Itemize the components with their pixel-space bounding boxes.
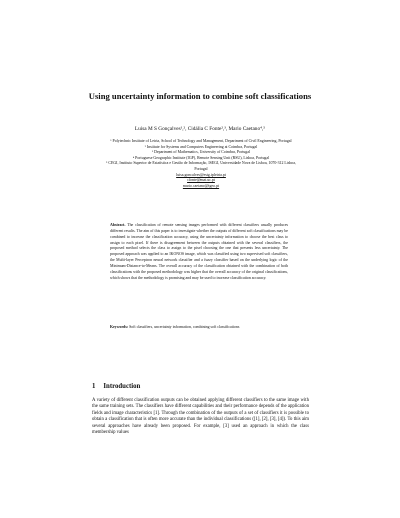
affiliation-1: ¹ Polytechnic Institute of Leiria, School of Technology and Management, Department of Civil Engineering, Portugal [110,139,292,143]
affiliation-block [106,139,296,189]
introduction-paragraph: A variety of different classification outputs can be obtained applying different classifiers to the same image with the same training sets. The classifiers have different capabilities and their performance depends of the application fields and image characteristics [1]. Through the combination of the outputs of a set of classifiers it is possible to obtain a classification that is often more accurate than the individual classifications ([1], [2], [3], [4]). To this aim several approaches have already been proposed. For example, [3] used an approach in which the class membership values [92,398,309,436]
section-title: Introduction [103,383,141,390]
section-heading [92,382,312,391]
affiliation-5: ⁵ CEGI, Instituto Superior de Estatística e Gestão de Informação, ISEGI, Universidade Nova de Lisboa, 1070-312 Lisboa, Portugal [106,161,296,171]
email-link-2[interactable]: cfonte@mat.uc.pt [187,178,215,183]
email-link-3[interactable]: mario.caetano@igeo.pt [182,183,220,188]
author-list: Luisa M S Gonçalves¹,², Cidália C Fonte²,³, Mario Caetano⁴,⁵ [134,126,266,132]
abstract [110,223,288,281]
affiliation-3: ³ Department of Mathematics, University of Coimbra, Portugal [151,150,251,155]
keywords [110,325,288,331]
abstract-text: The classification of remote sensing images performed with different classifiers usually produces different results. The aim of this paper is to investigate whether the outputs of different soft classifications may be combined to increase the classification accuracy, using the uncertainty information to choose the best class to assign to each pixel. If there is disagreement between the outputs obtained with the several classifiers, the proposed method selects the class to assign to the pixel choosing the one that presents less uncertainty. The proposed approach was applied to an IKONOS image, which was classified using two supervised soft classifiers, the Multi-layer Perceptron neural network classifier and a fuzzy classifier based on the underlying logic of the Minimum-Distance-to-Means. The overall accuracy of the classification obtained with the combination of both classifications with the proposed methodology was higher that the overall accuracy of the original classifications, which shows that the methodology is promising and may be used to increase classification accuracy. [110,223,288,280]
section-number: 1 [92,383,96,390]
paper-title: Using uncertainty information to combine soft classifications [88,91,312,101]
keywords-text: Soft classifiers, uncertainty information, combining soft classifications [129,325,240,329]
abstract-label: Abstract. [110,223,126,227]
affiliation-2: ² Institute for Systems and Computers Engineering at Coimbra, Portugal [144,144,258,149]
affiliation-4: ⁴ Portuguese Geographic Institute (IGP), Remote Sensing Unit (RSU), Lisboa, Portugal [132,155,270,160]
email-link-1[interactable]: luisa.goncalves@estg.ipleiria.pt [176,172,226,177]
keywords-label: Keywords: [110,325,129,329]
